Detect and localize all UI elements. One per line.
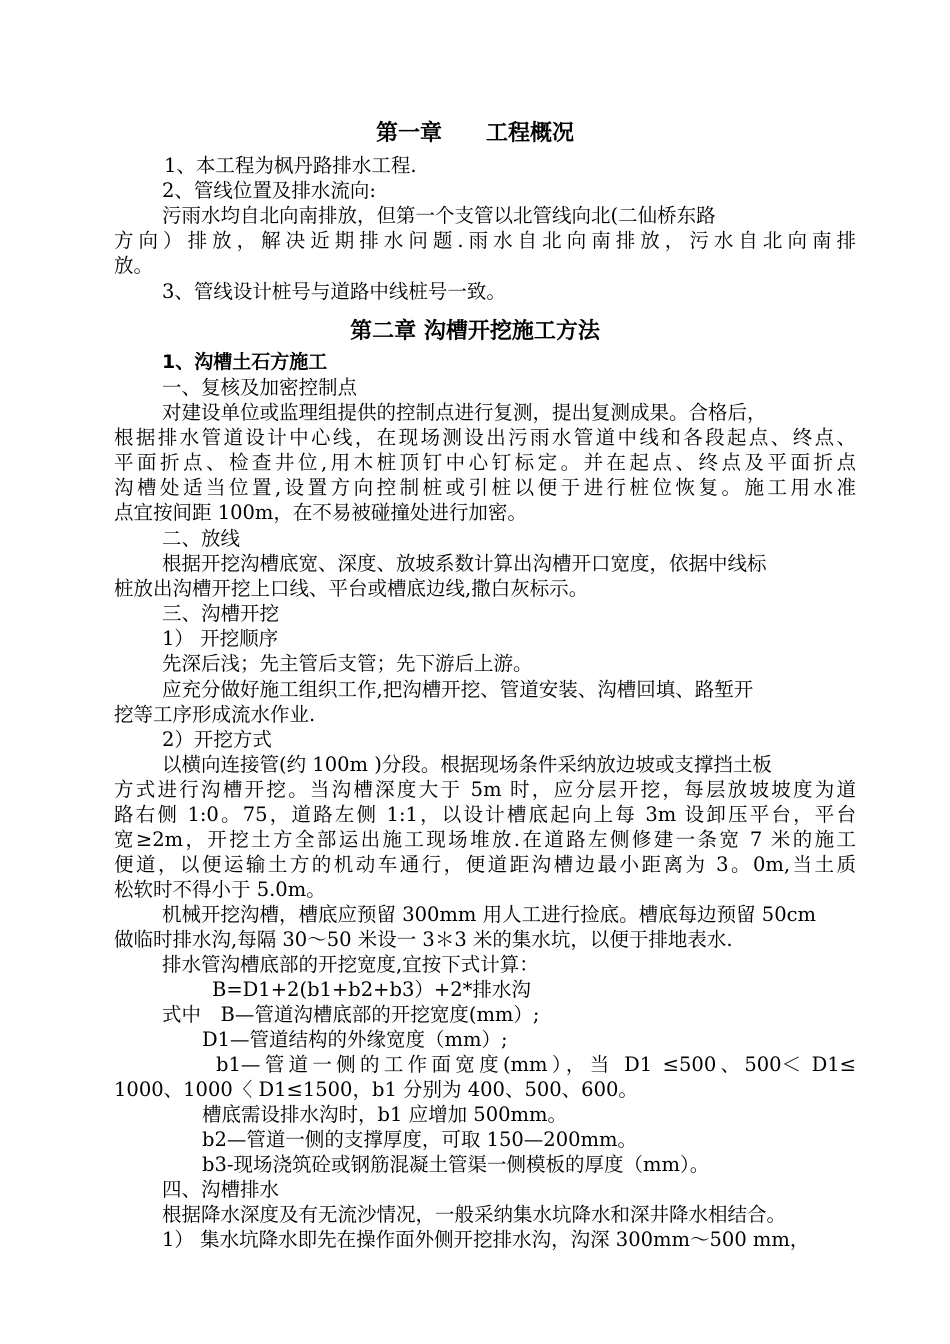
paragraph-line: 排水管沟槽底部的开挖宽度,宜按下式计算：	[162, 953, 539, 976]
subheading: 二、放线	[162, 527, 241, 550]
paragraph-line: 对建设单位或监理组提供的控制点进行复测，提出复测成果。合格后，	[162, 401, 767, 424]
paragraph-line: 根据开挖沟槽底宽、深度、放坡系数计算出沟槽开口宽度，依据中线标	[162, 552, 767, 575]
paragraph-line: b1—管道一侧的工作面宽度(mm），当 D1 ≤500、500＜ D1≤	[216, 1053, 856, 1076]
subheading: 四、沟槽排水	[162, 1178, 280, 1201]
paragraph-line: b2—管道一侧的支撑厚度，可取 150—200mm。	[202, 1128, 638, 1151]
paragraph-line: 1） 集水坑降水即先在操作面外侧开挖排水沟，沟深 300mm～500 mm，	[162, 1228, 810, 1251]
paragraph-line: b3-现场浇筑砼或钢筋混凝土管渠一侧模板的厚度（mm）。	[202, 1153, 710, 1176]
paragraph-line: 1000、1000〈 D1≤1500，b1 分别为 400、500、600。	[114, 1078, 638, 1101]
paragraph-line: 1） 开挖顺序	[162, 627, 279, 650]
paragraph-line: 根据降水深度及有无流沙情况，一般采纳集水坑降水和深井降水相结合。	[162, 1203, 787, 1226]
paragraph-line: 应充分做好施工组织工作,把沟槽开挖、管道安装、沟槽回填、路堑开	[162, 678, 754, 701]
paragraph-line: 沟槽处适当位置,设置方向控制桩或引桩以便于进行桩位恢复。施工用水准	[114, 476, 856, 499]
section-title: 1、沟槽土石方施工	[162, 351, 328, 373]
paragraph-line: 先深后浅；先主管后支管；先下游后上游。	[162, 652, 533, 675]
paragraph-line: 宽≥2m，开挖土方全部运出施工现场堆放.在道路左侧修建一条宽 7 米的施工	[114, 828, 856, 851]
paragraph-line: 点宜按间距 100m，在不易被碰撞处进行加密。	[114, 501, 527, 524]
paragraph-line: 3、管线设计桩号与道路中线桩号一致。	[162, 280, 506, 303]
formula: B=D1+2(b1+b2+b3）+2*排水沟	[212, 978, 531, 1001]
paragraph-line: 路右侧 1:0。75，道路左侧 1:1，以设计槽底起向上每 3m 设卸压平台，平台	[114, 803, 856, 826]
paragraph-line: 污雨水均自北向南排放，但第一个支管以北管线向北(二仙桥东路	[162, 204, 716, 227]
paragraph-line: 挖等工序形成流水作业.	[114, 703, 316, 726]
paragraph-line: 根据排水管道设计中心线，在现场测设出污雨水管道中线和各段起点、终点、	[114, 426, 856, 449]
paragraph-line: 松软时不得小于 5.0m。	[114, 878, 326, 901]
paragraph-line: 2）开挖方式	[162, 728, 272, 751]
paragraph-line: 以横向连接管(约 100m )分段。根据现场条件采纳放边坡或支撑挡土板	[162, 753, 772, 776]
paragraph-line: 方式进行沟槽开挖。当沟槽深度大于 5m 时，应分层开挖，每层放坡坡度为道	[114, 778, 856, 801]
chapter1-title: 第一章 工程概况	[375, 121, 574, 146]
paragraph-line: 方向）排放，解决近期排水问题.雨水自北向南排放，污水自北向南排	[114, 229, 856, 252]
paragraph-line: 便道，以便运输土方的机动车通行，便道距沟槽边最小距离为 3。0m,当土质	[114, 853, 856, 876]
chapter2-title: 第二章 沟槽开挖施工方法	[350, 319, 600, 344]
paragraph-line: 做临时排水沟,每隔 30～50 米设一 3＊3 米的集水坑，以便于排地表水.	[114, 928, 733, 951]
paragraph-line: 桩放出沟槽开挖上口线、平台或槽底边线,撒白灰标示。	[114, 577, 589, 600]
paragraph-line: 1、本工程为枫丹路排水工程.	[164, 154, 417, 177]
paragraph-line: 式中 B—管道沟槽底部的开挖宽度(mm）;	[162, 1003, 540, 1026]
paragraph-line: 槽底需设排水沟时，b1 应增加 500mm。	[202, 1103, 567, 1126]
paragraph-line: 平面折点、检查井位,用木桩顶钉中心钉标定。并在起点、终点及平面折点	[114, 451, 856, 474]
subheading: 一、复核及加密控制点	[162, 376, 358, 399]
paragraph-line: D1—管道结构的外缘宽度（mm）;	[202, 1028, 508, 1051]
subheading: 三、沟槽开挖	[162, 602, 280, 625]
paragraph-line: 机械开挖沟槽，槽底应预留 300mm 用人工进行捡底。槽底每边预留 50cm	[162, 903, 817, 926]
paragraph-line: 放。	[114, 254, 154, 277]
paragraph-line: 2、管线位置及排水流向:	[162, 179, 376, 202]
